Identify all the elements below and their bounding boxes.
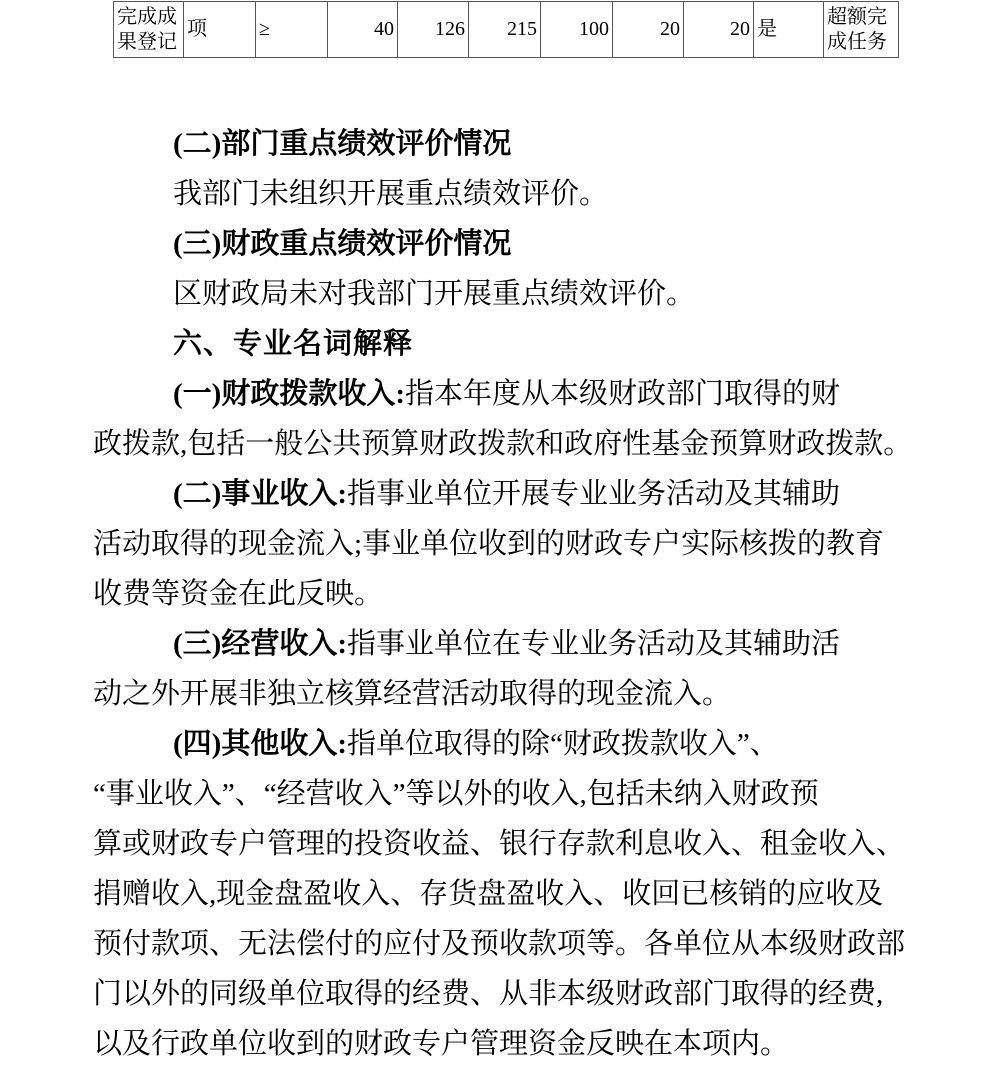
text-segment: 活动取得的现金流入;事业单位收到的财政专户实际核拨的教育 xyxy=(93,528,885,560)
text-segment: 算或财政专户管理的投资收益、银行存款利息收入、租金收入、 xyxy=(93,828,906,860)
table-cell: ≥ xyxy=(256,2,328,58)
bold-text-segment: (二)部门重点绩效评价情况 xyxy=(173,128,512,160)
table-cell: 20 xyxy=(684,2,754,58)
table-cell: 项 xyxy=(184,2,256,58)
text-segment: 指事业单位在专业业务活动及其辅助活 xyxy=(346,628,840,660)
bold-text-segment: (三)经营收入: xyxy=(173,628,347,660)
document-body xyxy=(93,119,939,1069)
table-cell: 126 xyxy=(398,2,469,58)
text-segment: 政拨款,包括一般公共预算财政拨款和政府性基金预算财政拨款。 xyxy=(93,428,913,460)
text-segment: 收费等资金在此反映。 xyxy=(93,578,384,610)
text-segment: 门以外的同级单位取得的经费、从非本级财政部门取得的经费, xyxy=(93,978,884,1010)
bold-text-segment: 六、专业名词解释 xyxy=(173,328,414,360)
text-segment: 区财政局未对我部门开展重点绩效评价。 xyxy=(173,278,696,310)
doc-text-line xyxy=(93,669,939,719)
bold-text-segment: (一)财政拨款收入: xyxy=(173,378,405,410)
table-cell: 40 xyxy=(328,2,398,58)
bold-text-segment: (二)事业收入: xyxy=(173,478,347,510)
doc-text-line xyxy=(93,469,939,519)
text-segment: 我部门未组织开展重点绩效评价。 xyxy=(173,178,609,210)
text-segment: 预付款项、无法偿付的应付及预收款项等。各单位从本级财政部 xyxy=(93,928,906,960)
doc-text-line xyxy=(93,369,939,419)
doc-text-line xyxy=(93,869,939,919)
table-cell: 20 xyxy=(613,2,684,58)
doc-text-line xyxy=(93,1019,939,1069)
table-cell: 超额完成任务 xyxy=(824,2,899,58)
doc-text-line xyxy=(93,619,939,669)
doc-text-line xyxy=(93,519,939,569)
doc-heading-line xyxy=(93,319,939,369)
doc-text-line xyxy=(93,419,939,469)
text-segment: 指本年度从本级财政部门取得的财 xyxy=(404,378,840,410)
table-cell: 215 xyxy=(469,2,541,58)
doc-text-line xyxy=(93,819,939,869)
doc-text-line xyxy=(93,569,939,619)
text-segment: “事业收入”、“经营收入”等以外的收入,包括未纳入财政预 xyxy=(93,778,819,810)
doc-heading-line xyxy=(93,119,939,169)
doc-text-line xyxy=(93,169,939,219)
doc-text-line xyxy=(93,969,939,1019)
text-segment: 动之外开展非独立核算经营活动取得的现金流入。 xyxy=(93,678,732,710)
text-segment: 以及行政单位收到的财政专户管理资金反映在本项内。 xyxy=(93,1028,790,1060)
table-cell: 是 xyxy=(754,2,824,58)
table-cell: 完成成果登记 xyxy=(114,2,184,58)
doc-text-line xyxy=(93,769,939,819)
text-segment: 指单位取得的除“财政拨款收入”、 xyxy=(346,728,779,760)
performance-indicator-table xyxy=(113,1,899,58)
bold-text-segment: (三)财政重点绩效评价情况 xyxy=(173,228,512,260)
table-cell: 100 xyxy=(541,2,613,58)
table-row xyxy=(114,2,899,58)
text-segment: 指事业单位开展专业业务活动及其辅助 xyxy=(346,478,840,510)
doc-text-line xyxy=(93,919,939,969)
doc-text-line xyxy=(93,719,939,769)
doc-heading-line xyxy=(93,219,939,269)
doc-text-line xyxy=(93,269,939,319)
text-segment: 捐赠收入,现金盘盈收入、存货盘盈收入、收回已核销的应收及 xyxy=(93,878,884,910)
bold-text-segment: (四)其他收入: xyxy=(173,728,347,760)
